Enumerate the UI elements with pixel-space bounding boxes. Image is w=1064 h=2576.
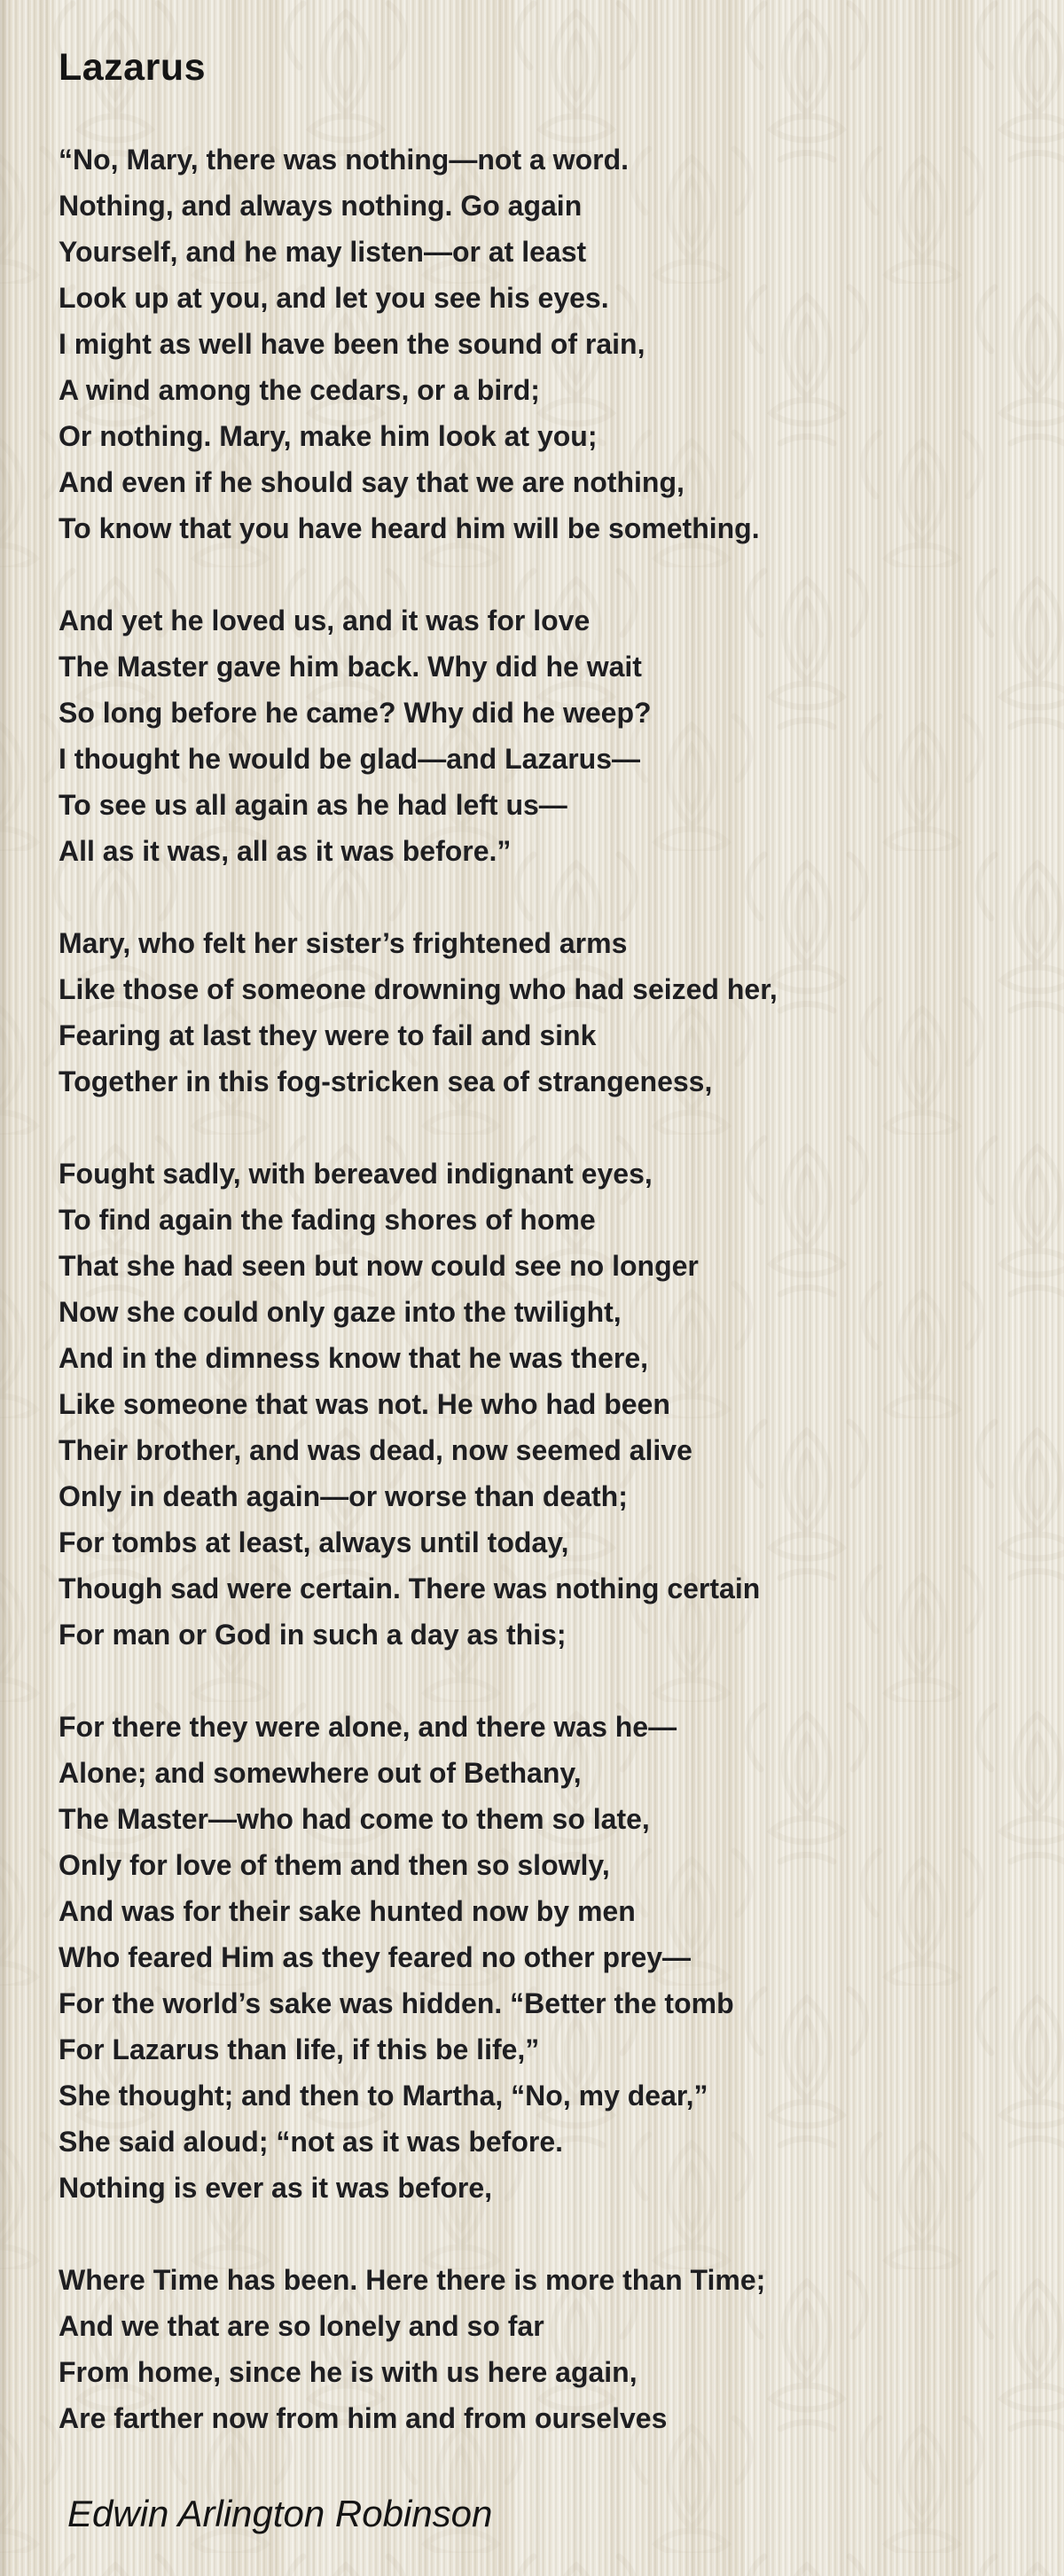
- poem-line: And even if he should say that we are nothing,: [59, 466, 685, 498]
- stanza-6: [0, 2257, 1064, 2441]
- poem-line: Nothing is ever as it was before,: [59, 2172, 493, 2204]
- poem-line: Only for love of them and then so slowly,: [59, 1849, 610, 1881]
- poem-line: Their brother, and was dead, now seemed alive: [59, 1434, 692, 1466]
- poem-line: Fearing at last they were to fail and sink: [59, 1019, 597, 1051]
- poem-line: To know that you have heard him will be something.: [59, 512, 760, 544]
- poem-line: Yourself, and he may listen—or at least: [59, 236, 587, 268]
- poem-line: And we that are so lonely and so far: [59, 2310, 544, 2342]
- poem-line: Only in death again—or worse than death;: [59, 1480, 628, 1512]
- poem-line: She thought; and then to Martha, “No, my dear,”: [59, 2080, 708, 2112]
- poem-line: And was for their sake hunted now by men: [59, 1895, 636, 1927]
- poem-line: Who feared Him as they feared no other prey—: [59, 1941, 692, 1973]
- poem-line: All as it was, all as it was before.”: [59, 835, 512, 867]
- poem-line: The Master—who had come to them so late,: [59, 1803, 650, 1835]
- poem-title: Lazarus: [59, 46, 207, 89]
- poem-line: From home, since he is with us here again,: [59, 2356, 638, 2388]
- poem-line: So long before he came? Why did he weep?: [59, 697, 652, 729]
- poem-line: Together in this fog-stricken sea of strangeness,: [59, 1066, 713, 1097]
- stanza-3: [0, 920, 1064, 1105]
- poem-line: For there they were alone, and there was he—: [59, 1711, 677, 1743]
- poem-line: And in the dimness know that he was there,: [59, 1342, 648, 1374]
- stanza-1: [0, 137, 1064, 551]
- poem-line: Are farther now from him and from ourselves: [59, 2402, 668, 2434]
- poem-line: Like those of someone drowning who had seized her,: [59, 973, 778, 1005]
- poem-line: And yet he loved us, and it was for love: [59, 605, 591, 636]
- poem-line: That she had seen but now could see no longer: [59, 1250, 699, 1282]
- poem-line: For tombs at least, always until today,: [59, 1526, 569, 1558]
- poem-line: I thought he would be glad—and Lazarus—: [59, 743, 640, 775]
- poem-line: Fought sadly, with bereaved indignant eyes,: [59, 1158, 653, 1190]
- poem-line: For man or God in such a day as this;: [59, 1619, 567, 1651]
- poem-line: Look up at you, and let you see his eyes.: [59, 282, 609, 314]
- poem-line: Like someone that was not. He who had been: [59, 1388, 670, 1420]
- poem-line: I might as well have been the sound of rain,: [59, 328, 645, 360]
- poem-line: A wind among the cedars, or a bird;: [59, 374, 540, 406]
- poem-line: Mary, who felt her sister’s frightened arms: [59, 927, 628, 959]
- poem-line: Alone; and somewhere out of Bethany,: [59, 1757, 582, 1789]
- poem-line: “No, Mary, there was nothing—not a word.: [59, 144, 629, 176]
- poem-body: [0, 137, 1064, 2441]
- stanza-4: [0, 1151, 1064, 1658]
- poem-line: Where Time has been. Here there is more than Time;: [59, 2264, 766, 2296]
- author-signature: Edwin Arlington Robinson: [67, 2493, 493, 2534]
- stanza-5: [0, 1704, 1064, 2211]
- poem-line: For the world’s sake was hidden. “Better the tomb: [59, 1987, 734, 2019]
- poem-line: She said aloud; “not as it was before.: [59, 2126, 563, 2158]
- poem-line: To see us all again as he had left us—: [59, 789, 567, 821]
- poem-line: For Lazarus than life, if this be life,”: [59, 2033, 540, 2065]
- poem-line: The Master gave him back. Why did he wait: [59, 651, 642, 683]
- poem-line: To find again the fading shores of home: [59, 1204, 596, 1236]
- poem-line: Though sad were certain. There was nothing certain: [59, 1573, 761, 1604]
- poem-line: Nothing, and always nothing. Go again: [59, 190, 583, 222]
- poem-line: Or nothing. Mary, make him look at you;: [59, 420, 598, 452]
- poem-line: Now she could only gaze into the twilight,: [59, 1296, 622, 1328]
- stanza-2: [0, 597, 1064, 874]
